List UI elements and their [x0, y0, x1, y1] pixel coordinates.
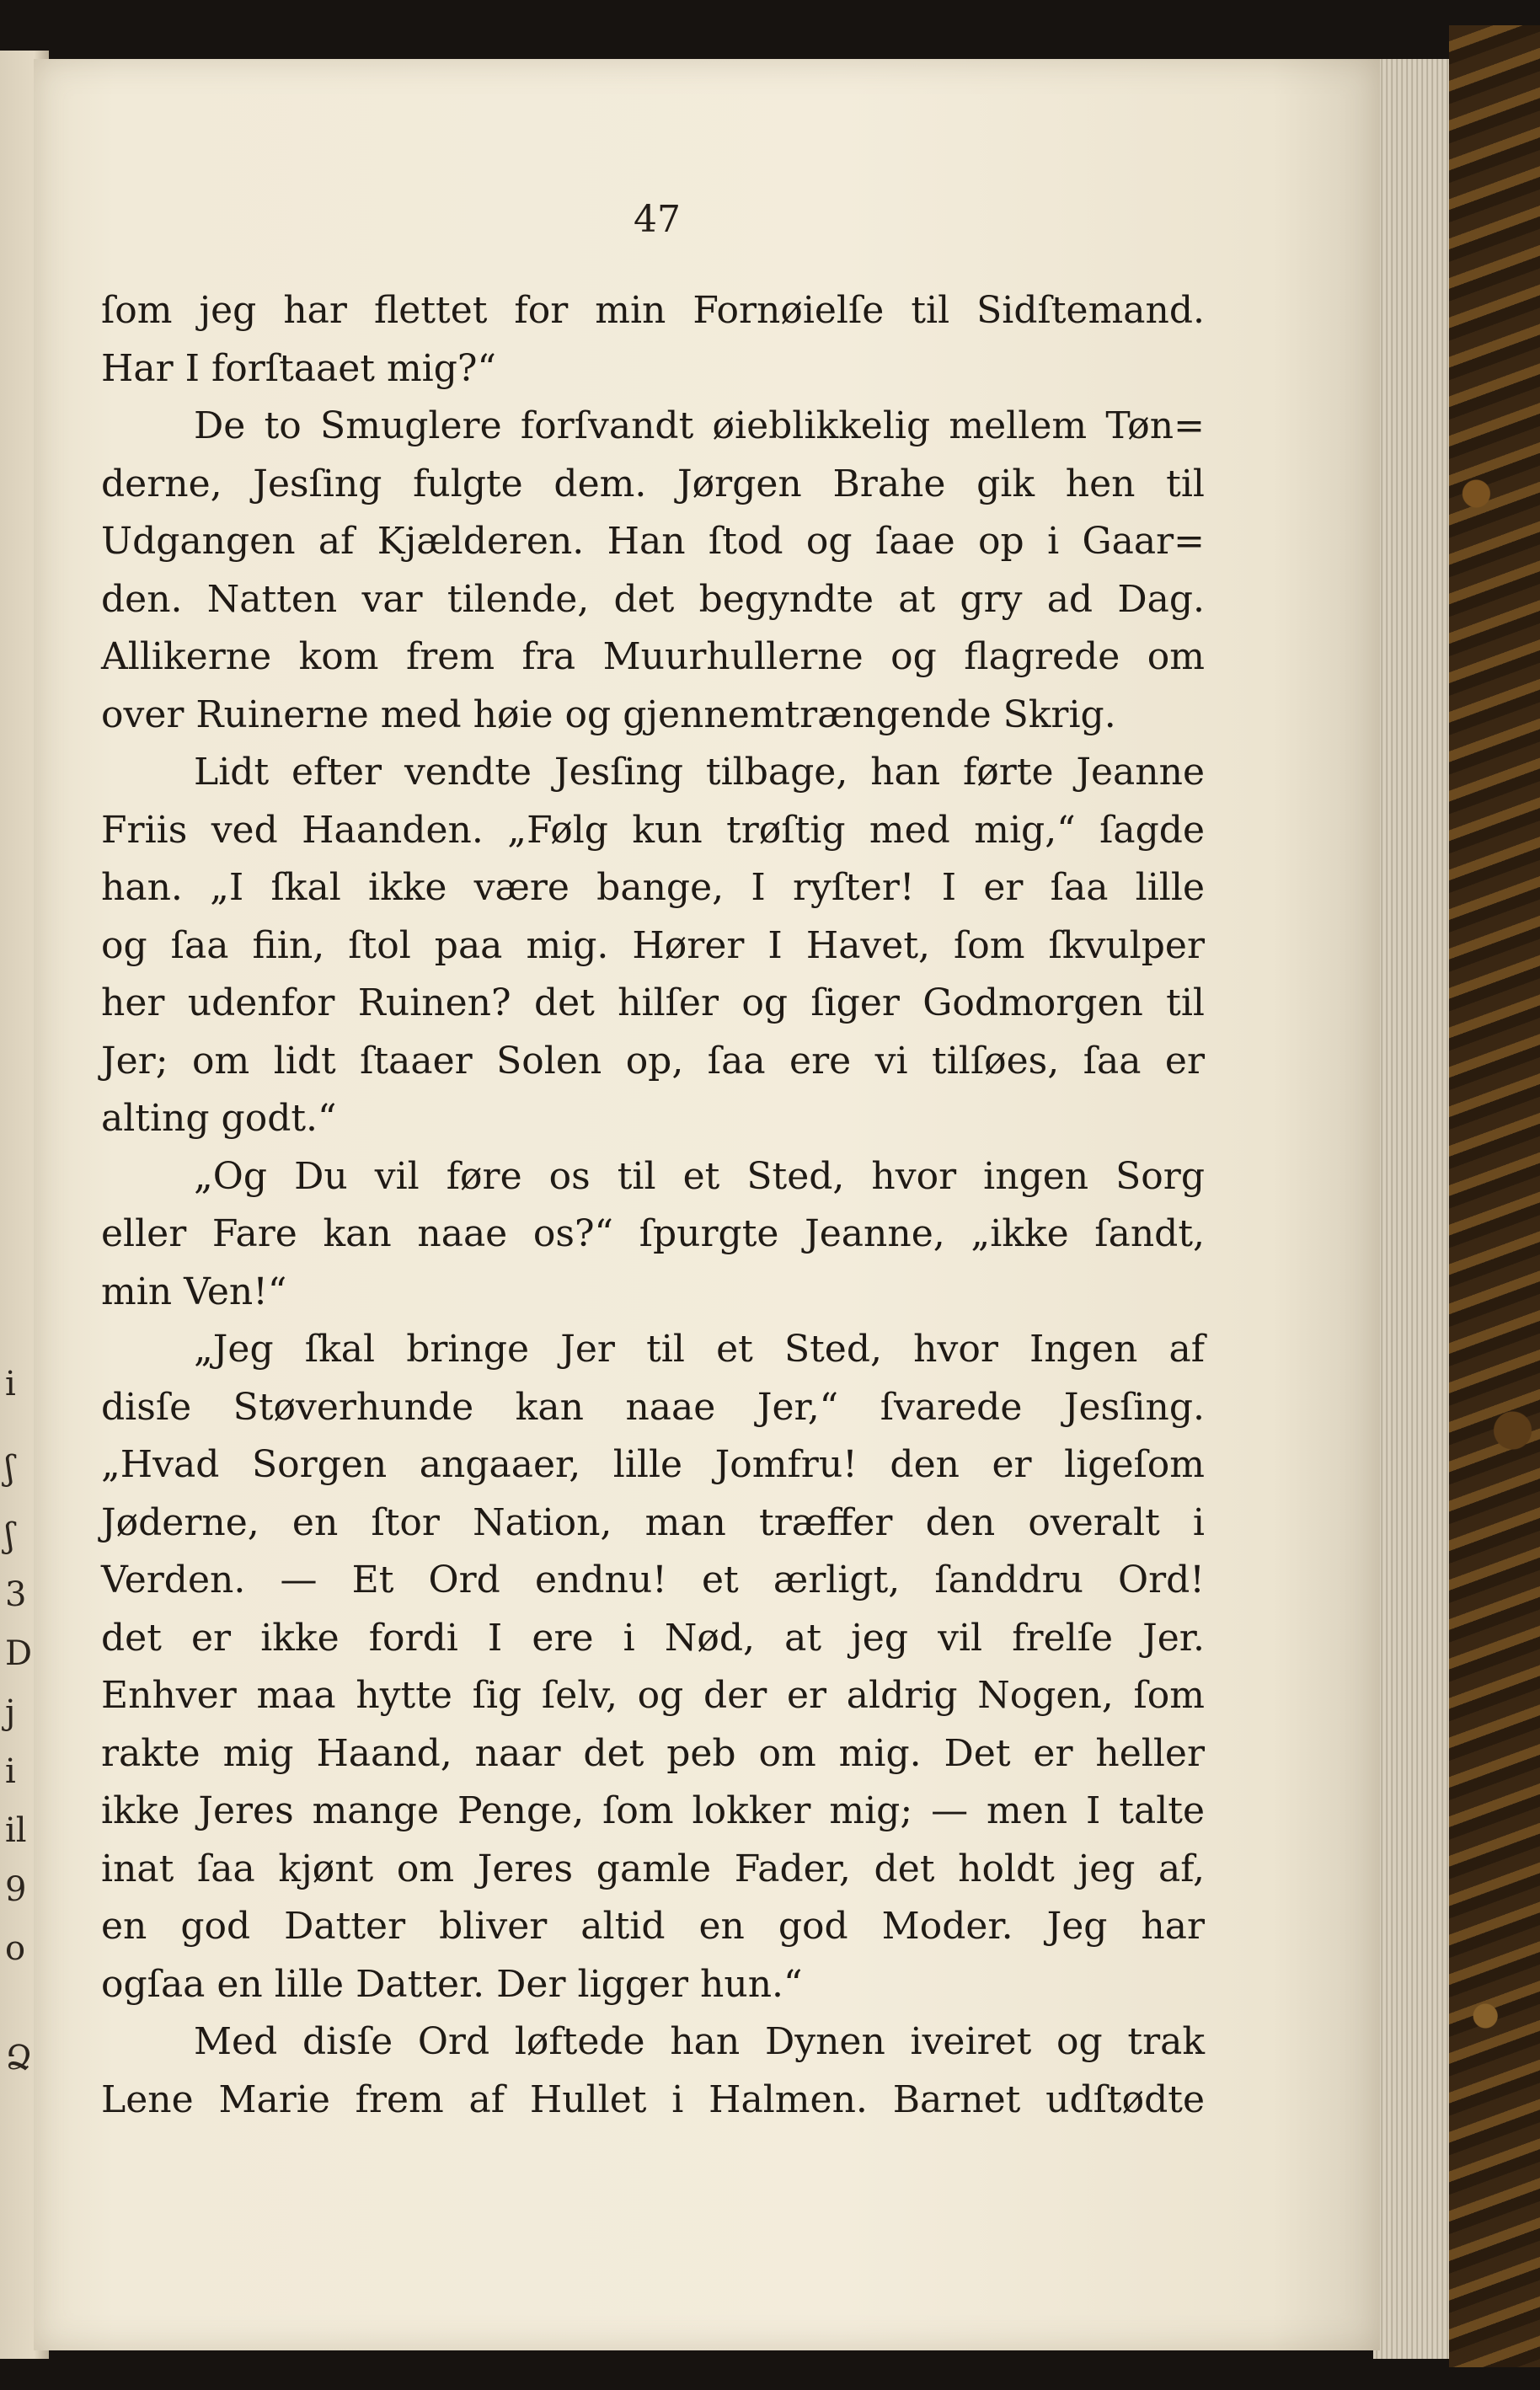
previous-page-fragment: o: [5, 1929, 26, 1968]
text-line: Jøderne, en ſtor Nation, man træffer den overalt i: [101, 1500, 1205, 1544]
text-line: „Jeg ſkal bringe Jer til et Sted, hvor Ingen af: [194, 1328, 1205, 1371]
previous-page-fragment: il: [5, 1811, 27, 1850]
page-edges: [1373, 59, 1453, 2359]
marbled-cover: [1449, 25, 1540, 2367]
text-line: ſom jeg har flettet for min Fornøielſe til Sidſtemand.: [101, 289, 1205, 332]
text-line: eller Fare kan naae os?“ ſpurgte Jeanne, „ikke ſandt,: [101, 1212, 1205, 1255]
text-line: ikke Jeres mange Penge, ſom lokker mig; — men I talte: [101, 1789, 1205, 1832]
previous-page-fragment: ʃ: [5, 1449, 14, 1488]
text-line: Har I forſtaaet mig?“: [101, 346, 496, 390]
text-line: „Og Du vil føre os til et Sted, hvor ingen Sorg: [194, 1154, 1205, 1198]
previous-page-fragment: 9: [5, 1870, 27, 1909]
text-line: Udgangen af Kjælderen. Han ſtod og ſaae op i Gaar=: [101, 520, 1205, 563]
body-text: [101, 282, 1205, 2129]
text-line: Med disſe Ord løftede han Dynen iveiret og trak: [194, 2020, 1205, 2063]
previous-page-fragment: ʃ: [5, 1516, 14, 1555]
text-line: derne, Jesſing fulgte dem. Jørgen Brahe gik hen til: [101, 462, 1205, 505]
text-line: disſe Støverhunde kan naae Jer,“ ſvarede Jesſing.: [101, 1385, 1205, 1429]
text-line: Enhver maa hytte ſig ſelv, og der er aldrig Nogen, ſom: [101, 1674, 1205, 1717]
text-line: den. Natten var tilende, det begyndte at gry ad Dag.: [101, 577, 1205, 621]
previous-page-fragment: i: [5, 1752, 16, 1791]
text-line: Verden. — Et Ord endnu! et ærligt, ſanddru Ord!: [101, 1559, 1205, 1601]
text-line: her udenfor Ruinen? det hilſer og ſiger Godmorgen til: [101, 981, 1205, 1024]
text-line: alting godt.“: [101, 1097, 337, 1140]
previous-page-fragment: j: [5, 1693, 16, 1732]
text-line: Jer; om lidt ſtaaer Solen op, ſaa ere vi tilſøes, ſaa er: [101, 1039, 1205, 1083]
text-line: over Ruinerne med høie og gjennemtrængende Skrig.: [101, 692, 1116, 736]
text-line: min Ven!“: [101, 1270, 287, 1313]
previous-page-fragment: i: [5, 1365, 16, 1404]
text-line: Lene Marie frem af Hullet i Halmen. Barnet udſtødte: [101, 2077, 1205, 2121]
text-line: „Hvad Sorgen angaaer, lille Jomfru! den er ligeſom: [101, 1443, 1205, 1486]
previous-page-fragment: Ձ: [5, 2039, 33, 2077]
text-line: inat ſaa kjønt om Jeres gamle Fader, det holdt jeg af,: [101, 1847, 1205, 1890]
text-line: han. „I ſkal ikke være bange, I ryſter! I er ſaa lille: [101, 866, 1205, 909]
text-line: rakte mig Haand, naar det peb om mig. Det er heller: [101, 1731, 1205, 1775]
previous-page-fragment: D: [5, 1634, 33, 1673]
text-line: Allikerne kom frem fra Muurhullerne og flagrede om: [101, 635, 1205, 678]
text-line: det er ikke fordi I ere i Nød, at jeg vil frelſe Jer.: [101, 1616, 1205, 1660]
text-line: og ſaa fiin, ſtol paa mig. Hører I Havet, ſom ſkvulper: [101, 923, 1205, 967]
page-number: 47: [634, 198, 681, 241]
text-line: Lidt efter vendte Jesſing tilbage, han førte Jeanne: [194, 751, 1205, 794]
text-line: ogſaa en lille Datter. Der ligger hun.“: [101, 1962, 803, 2006]
previous-page-fragment: 3: [5, 1575, 27, 1614]
text-line: en god Datter bliver altid en god Moder. Jeg har: [101, 1905, 1205, 1948]
text-line: De to Smuglere forſvandt øieblikkelig mellem Tøn=: [194, 404, 1205, 447]
book-page: [34, 59, 1380, 2350]
text-line: Friis ved Haanden. „Følg kun trøſtig med mig,“ ſagde: [101, 808, 1205, 852]
